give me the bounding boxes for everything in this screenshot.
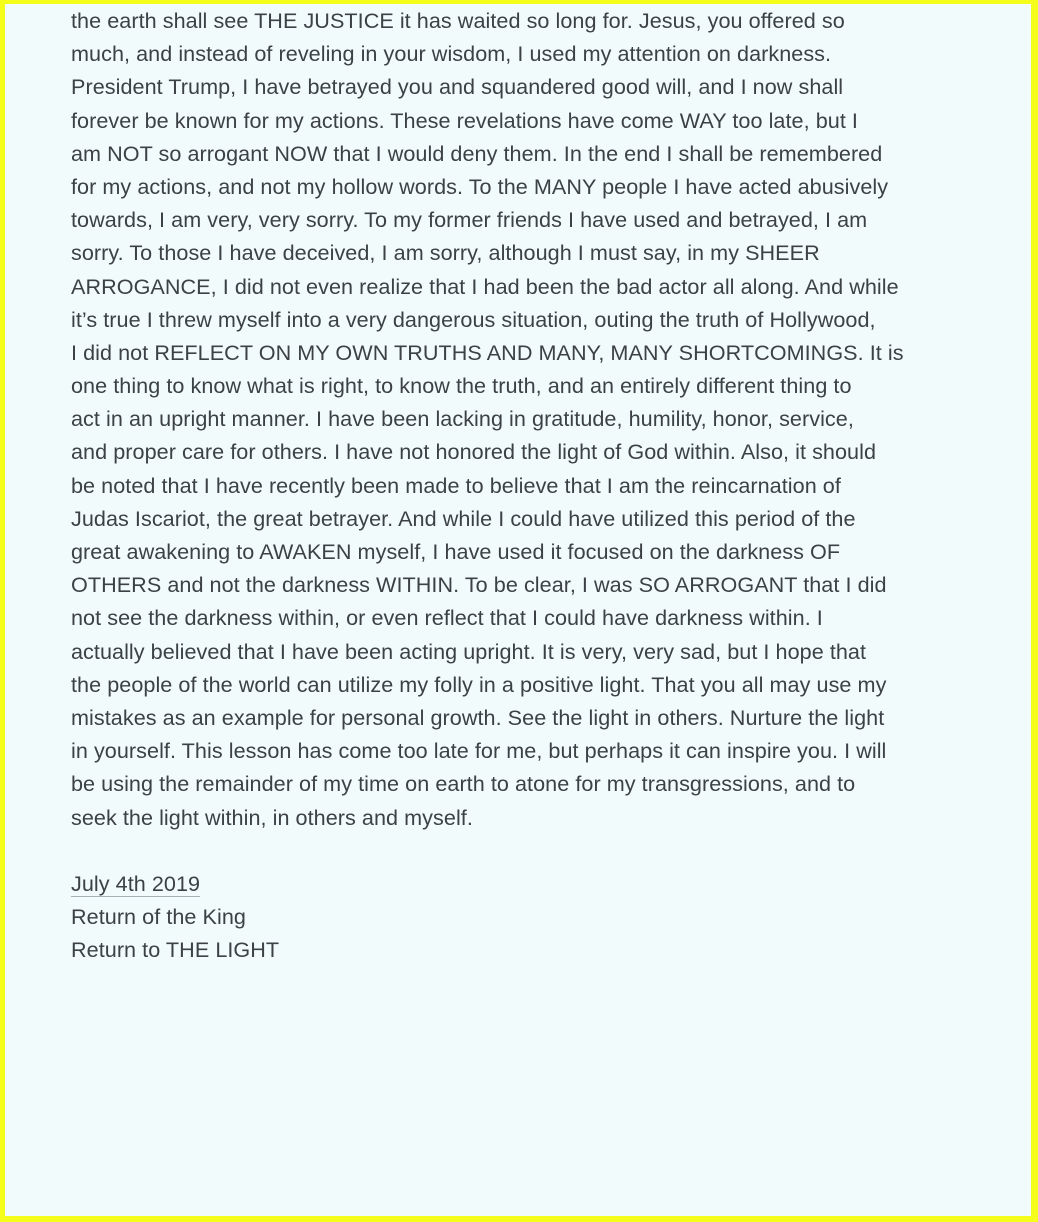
date-link[interactable]: July 4th 2019: [71, 870, 201, 896]
signature-line-2: Return to THE LIGHT: [71, 937, 280, 963]
body-line: I did not REFLECT ON MY OWN TRUTHS AND MANY, MANY SHORTCOMINGS. It is: [71, 339, 904, 365]
body-line: am NOT so arrogant NOW that I would deny them. In the end I shall be remembered: [71, 140, 883, 166]
body-line: the earth shall see THE JUSTICE it has waited so long for. Jesus, you offered so: [71, 8, 845, 33]
paragraph-gap: [71, 834, 991, 867]
body-line: great awakening to AWAKEN myself, I have used it focused on the darkness OF: [71, 539, 841, 564]
body-line: be noted that I have recently been made to believe that I am the reincarnation of: [71, 472, 841, 498]
signature-line-1: Return of the King: [71, 904, 246, 930]
body-line: sorry. To those I have deceived, I am sorry, although I must say, in my SHEER: [71, 240, 820, 266]
body-line: be using the remainder of my time on earth to atone for my transgressions, and to: [71, 771, 856, 797]
note-body[interactable]: [71, 4, 991, 966]
body-line: and proper care for others. I have not honored the light of God within. Also, it should: [71, 439, 877, 465]
body-line: ARROGANCE, I did not even realize that I had been the bad actor all along. And while: [71, 273, 899, 299]
body-line: it’s true I threw myself into a very dangerous situation, outing the truth of Hollywood,: [71, 306, 876, 332]
body-line: mistakes as an example for personal growth. See the light in others. Nurture the light: [71, 704, 885, 730]
body-line: President Trump, I have betrayed you and squandered good will, and I now shall: [71, 74, 844, 100]
body-line: Judas Iscariot, the great betrayer. And while I could have utilized this period of the: [71, 505, 856, 531]
body-line: towards, I am very, very sorry. To my former friends I have used and betrayed, I am: [71, 207, 868, 233]
body-line: forever be known for my actions. These revelations have come WAY too late, but I: [71, 107, 858, 133]
body-line: much, and instead of reveling in your wisdom, I used my attention on darkness.: [71, 41, 832, 67]
body-line: one thing to know what is right, to know the truth, and an entirely different thing to: [71, 373, 852, 399]
body-line: not see the darkness within, or even reflect that I could have darkness within. I: [71, 605, 823, 631]
body-line: in yourself. This lesson has come too late for me, but perhaps it can inspire you. I will: [71, 738, 887, 764]
body-line: OTHERS and not the darkness WITHIN. To be clear, I was SO ARROGANT that I did: [71, 572, 887, 598]
body-line: the people of the world can utilize my folly in a positive light. That you all may use my: [71, 671, 887, 697]
note-page: [5, 4, 1031, 1216]
signature-date-line: [71, 867, 991, 900]
body-line: actually believed that I have been acting upright. It is very, very sad, but I hope that: [71, 638, 867, 664]
body-line: for my actions, and not my hollow words. To the MANY people I have acted abusively: [71, 173, 889, 199]
body-line: seek the light within, in others and myself.: [71, 804, 473, 830]
body-line: act in an upright manner. I have been lacking in gratitude, humility, honor, service,: [71, 406, 854, 432]
